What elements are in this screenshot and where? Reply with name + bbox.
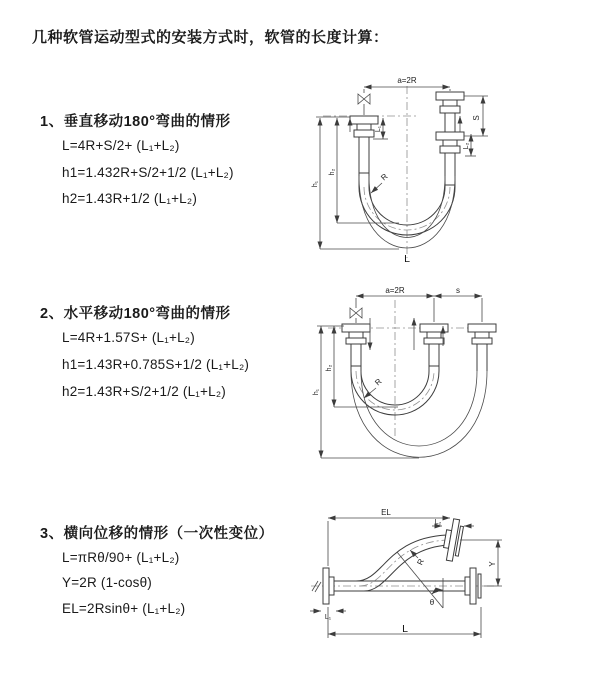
dim-h2-label: h₂ bbox=[329, 168, 336, 176]
dim-h2-label: h₂ bbox=[326, 364, 333, 372]
dim-y-label: Y bbox=[488, 561, 497, 567]
dimension-h1 bbox=[313, 326, 419, 458]
formula-l: L=4R+S/2+ (L₁+L₂) bbox=[62, 138, 180, 153]
dim-l2-label: L₂ bbox=[463, 142, 470, 150]
formula-el: EL=2Rsinθ+ (L₁+L₂) bbox=[62, 601, 186, 616]
diagram-lateral-displacement bbox=[298, 506, 583, 648]
hose-u-curves bbox=[351, 366, 487, 457]
formula-y: Y=2R (1-cosθ) bbox=[62, 575, 153, 590]
radius-label: R bbox=[379, 171, 390, 183]
dimension-l bbox=[328, 607, 481, 638]
formula-h2: h2=1.43R+1/2 (L₁+L₂) bbox=[62, 191, 198, 206]
dim-s-label: s bbox=[456, 286, 460, 295]
fitting-2 bbox=[420, 324, 448, 366]
valve-icon bbox=[358, 94, 370, 115]
formula-l: L=πRθ/90+ (L₁+L₂) bbox=[62, 550, 180, 565]
angle-theta-label: θ bbox=[429, 598, 435, 607]
section-2-heading: 2、水平移动180°弯曲的情形 bbox=[40, 306, 231, 322]
left-flange bbox=[323, 568, 334, 604]
left-fitting bbox=[350, 116, 378, 173]
diagram-horizontal-180-bend bbox=[310, 286, 560, 466]
dim-l-label: L bbox=[402, 623, 408, 635]
formula-h2: h2=1.43R+S/2+1/2 (L₁+L₂) bbox=[62, 384, 226, 399]
length-label: L bbox=[404, 253, 410, 265]
dimension-a-2r bbox=[356, 286, 434, 296]
section-3-heading: 3、横向位移的情形（一次性变位） bbox=[40, 526, 274, 542]
valve-icon bbox=[350, 298, 362, 323]
dim-a-label: a=2R bbox=[397, 76, 417, 85]
dim-a-label: a=2R bbox=[385, 286, 405, 295]
dimension-l2 bbox=[463, 134, 476, 156]
page-title: 几种软管运动型式的安装方式时，软管的长度计算： bbox=[32, 29, 389, 46]
dimension-s bbox=[434, 286, 482, 322]
s-curve-hose bbox=[356, 535, 449, 591]
radius-label: R bbox=[415, 557, 427, 567]
dim-l1-label: L₁ bbox=[375, 125, 382, 133]
fitting-3-moved bbox=[468, 324, 496, 371]
formula-h1: h1=1.43R+0.785S+1/2 (L₁+L₂) bbox=[62, 357, 250, 372]
section-2 bbox=[40, 302, 310, 402]
radius-callout bbox=[364, 377, 384, 398]
fitting-1 bbox=[342, 324, 370, 366]
formula-h1: h1=1.432R+S/2+1/2 (L₁+L₂) bbox=[62, 165, 234, 180]
diagram-vertical-180-bend bbox=[307, 72, 532, 268]
radius-callout bbox=[371, 172, 390, 193]
dim-l1-label: L₁ bbox=[324, 614, 332, 621]
right-fitting-lower bbox=[436, 132, 464, 185]
radius-label: R bbox=[373, 376, 384, 388]
dim-l2-label: L₂ bbox=[434, 519, 442, 526]
dim-h1-label: h₁ bbox=[312, 180, 319, 188]
section-1 bbox=[40, 110, 310, 210]
dim-el-label: EL bbox=[381, 508, 391, 517]
dimension-s bbox=[464, 96, 488, 136]
dim-s-label: S bbox=[472, 115, 481, 121]
section-1-heading: 1、垂直移动180°弯曲的情形 bbox=[40, 114, 231, 130]
dim-h1-label: h₁ bbox=[313, 388, 320, 396]
section-3 bbox=[40, 522, 310, 622]
formula-l: L=4R+1.57S+ (L₁+L₂) bbox=[62, 330, 195, 345]
